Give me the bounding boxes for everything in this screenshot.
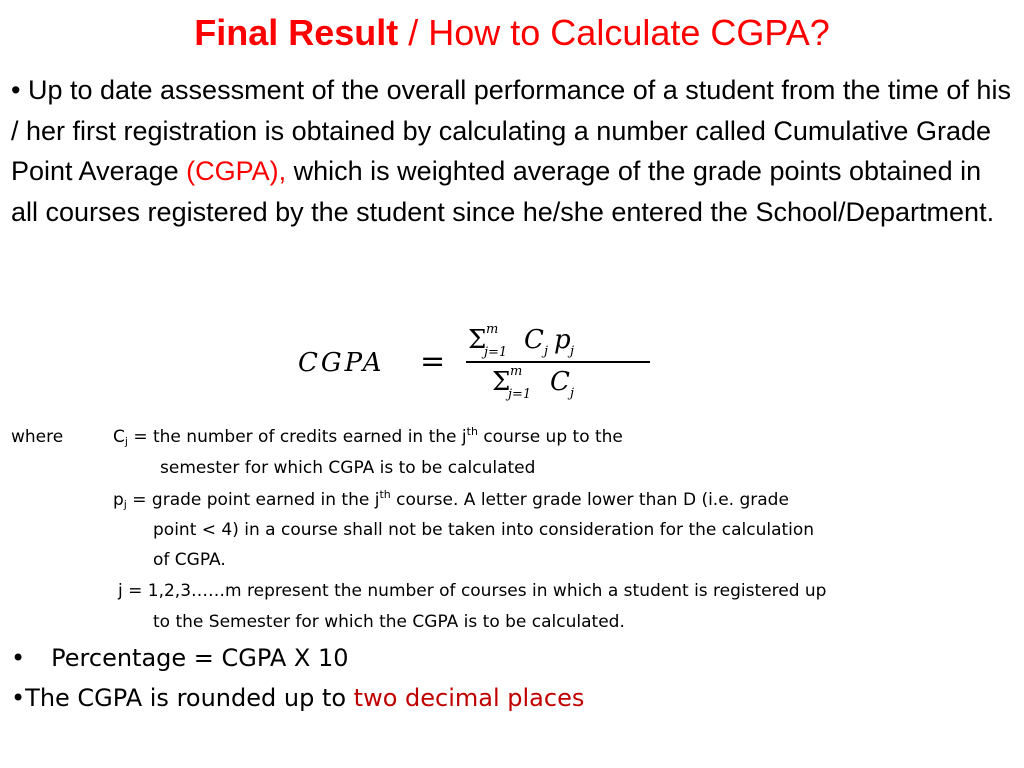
cj-line2: semester for which CGPA is to be calculated xyxy=(160,458,536,478)
intro-text-before: Up to date assessment of the overall performance of a student from the time of his / her first registration is obtained by calculating a number called Cumulative Grade Point Average xyxy=(11,75,1011,186)
pj-line3: of CGPA. xyxy=(153,550,226,570)
percentage-bullet: • xyxy=(11,644,26,672)
pj-line2: point < 4) in a course shall not be taken into consideration for the calculation xyxy=(153,520,815,540)
numerator-c-sub: j xyxy=(544,344,549,359)
numerator-sub: j=1 xyxy=(484,345,508,360)
intro-text-after: which is weighted average of the grade points obtained in all courses registered by the student since he/she entered the School/Department. xyxy=(11,156,995,227)
pj-text-1: = grade point earned in the j xyxy=(126,490,380,510)
rounding-line xyxy=(11,684,584,712)
title-bold: Final Result xyxy=(194,12,399,53)
cj-sup: th xyxy=(466,425,478,438)
percentage-line xyxy=(11,644,348,672)
percentage-text: Percentage = CGPA X 10 xyxy=(51,644,349,672)
rounding-highlight: two decimal places xyxy=(353,684,585,712)
denominator-sub: j=1 xyxy=(508,387,532,402)
intro-highlight: (CGPA), xyxy=(186,156,287,186)
where-label: where xyxy=(11,427,64,447)
denominator-c-sub: j xyxy=(570,386,575,401)
denominator-sigma: Σ xyxy=(492,367,511,397)
denominator-c: C xyxy=(550,367,570,397)
numerator-p-sub: j xyxy=(570,344,575,359)
j-line2: to the Semester for which the CGPA is to be calculated. xyxy=(153,612,625,632)
cj-symbol: C xyxy=(113,427,125,447)
intro-bullet: • xyxy=(11,75,21,105)
rounding-bullet: • xyxy=(11,684,26,712)
numerator-c: C xyxy=(524,325,544,355)
numerator-sup: m xyxy=(486,322,499,337)
cj-text-1: = the number of credits earned in the j xyxy=(127,427,467,447)
denominator-sup: m xyxy=(510,364,523,379)
formula-equals: = xyxy=(420,344,446,379)
cj-text-2: course up to the xyxy=(477,427,623,447)
cj-line1 xyxy=(113,422,623,452)
formula-svg xyxy=(298,318,678,408)
pj-text-2: course. A letter grade lower than D (i.e. grade xyxy=(390,490,789,510)
page-title xyxy=(0,12,1024,54)
pj-sup: th xyxy=(379,488,391,501)
pj-symbol: p xyxy=(113,490,124,510)
rounding-text: The CGPA is rounded up to xyxy=(25,684,354,712)
pj-line1 xyxy=(113,485,789,515)
title-rest: / How to Calculate CGPA? xyxy=(398,12,830,53)
pj-sub: j xyxy=(123,498,127,511)
cj-sub: j xyxy=(124,435,128,448)
formula-lhs: CGPA xyxy=(298,348,385,378)
j-line1: j = 1,2,3……m represent the number of courses in which a student is registered up xyxy=(118,581,827,601)
numerator-sigma: Σ xyxy=(468,325,487,355)
intro-paragraph xyxy=(11,70,1011,232)
numerator-p: p xyxy=(554,325,571,355)
cgpa-formula xyxy=(298,318,678,408)
